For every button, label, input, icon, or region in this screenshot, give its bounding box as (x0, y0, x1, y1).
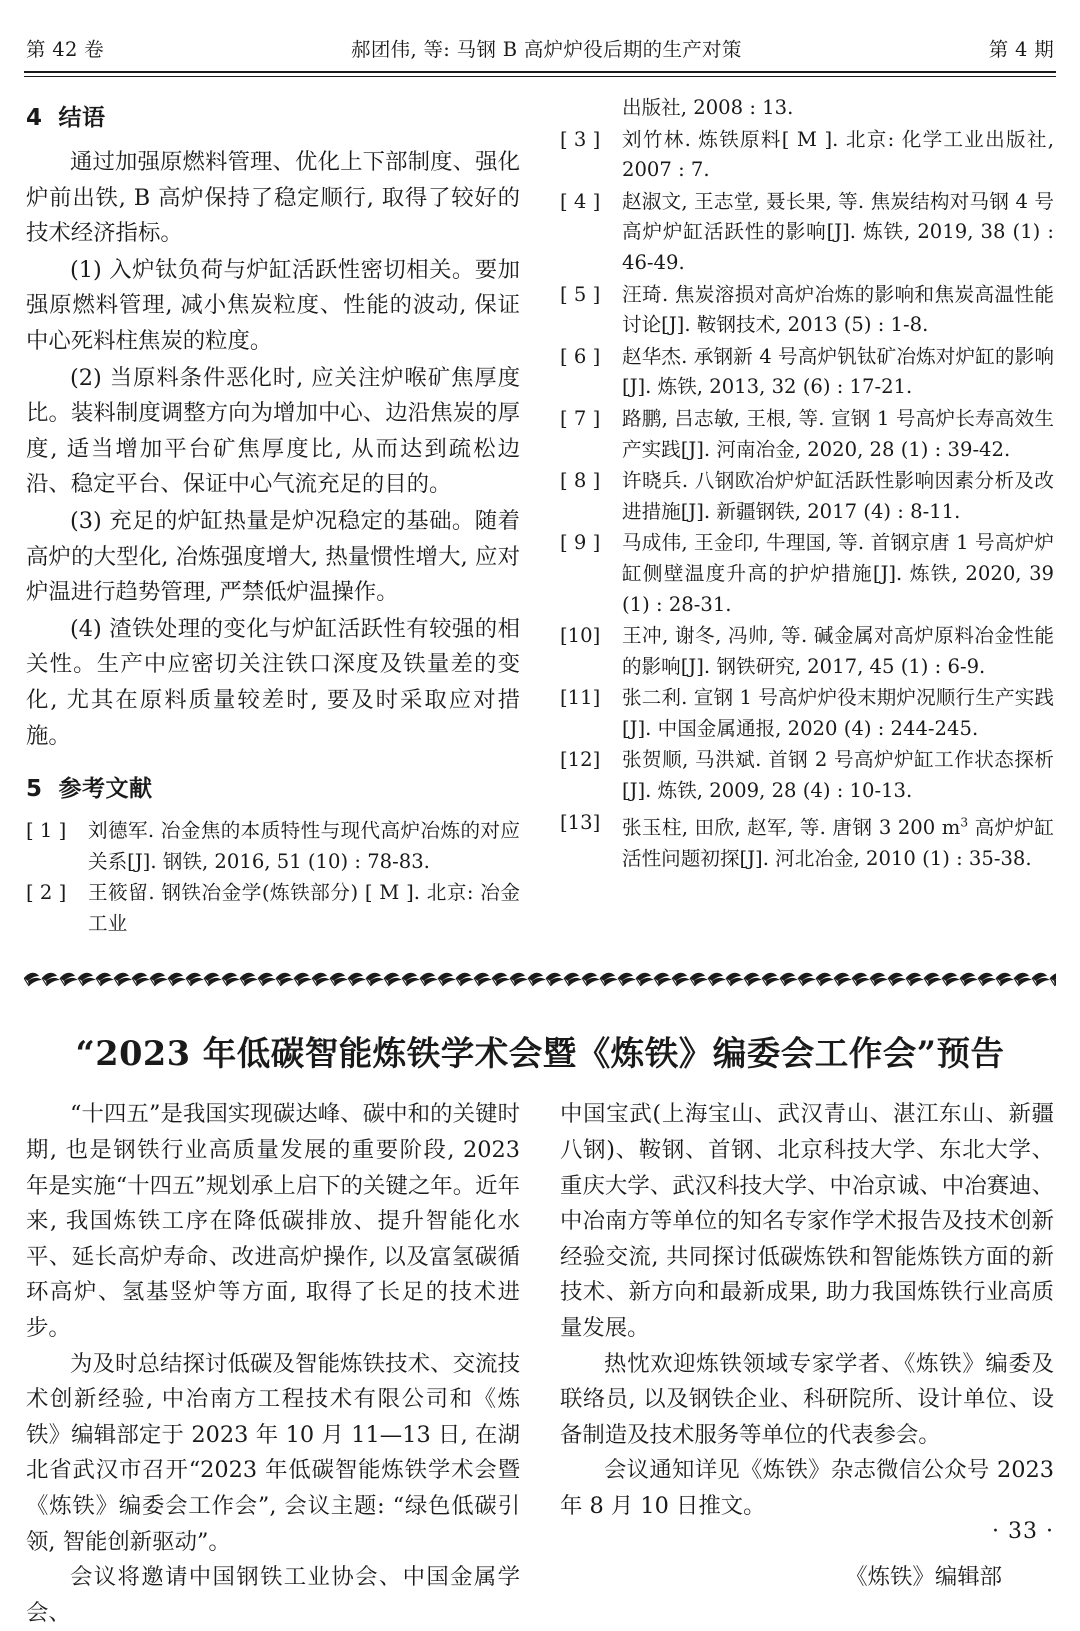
announcement-column-left (26, 1097, 520, 1631)
conclusion-heading-number: 4 (26, 105, 43, 131)
reference-text: 路鹏, 吕志敏, 王根, 等. 宣钢 1 号高炉长寿高效生产实践[J]. 河南冶金, 2020, 28 (1) : 39-42. (622, 406, 1054, 461)
reference-text: 出版社, 2008 : 13. (622, 96, 794, 119)
announcement-paragraph: 会议将邀请中国钢铁工业协会、中国金属学会、 (26, 1564, 520, 1626)
article-column-right (560, 93, 1054, 940)
conclusion-heading-title: 结语 (58, 105, 106, 131)
reference-item-continuation (560, 93, 1054, 124)
reference-text: 王冲, 谢冬, 冯帅, 等. 碱金属对高炉原料冶金性能的影响[J]. 钢铁研究, 2017, 45 (1) : 6-9. (622, 624, 1054, 678)
ornamental-divider-icon (24, 966, 1056, 992)
reference-tag: [ 4 ] (560, 189, 601, 213)
announcement-paragraph: 热忱欢迎炼铁领域专家学者、《炼铁》编委及联络员, 以及钢铁企业、科研院所、设计单位、设备制造及技术服务等单位的代表参会。 (560, 1350, 1054, 1448)
announcement-paragraph: 为及时总结探讨低碳及智能炼铁技术、交流技术创新经验, 中冶南方工程技术有限公司和《炼铁》编辑部定于 2023 年 10 月 11—13 日, 在湖北省武汉市召开“2023 年低碳智能炼铁学术会暨《炼铁》编委会工作会”, 会议主题: “绿色低碳引领, 智能创新驱动”。 (26, 1350, 520, 1555)
reference-text: 张贺顺, 马洪斌. 首钢 2 号高炉炉缸工作状态探析[J]. 炼铁, 2009, 28 (4) : 10-13. (622, 748, 1054, 803)
announcement-title: “2023 年低碳智能炼铁学术会暨《炼铁》编委会工作会”预告 (75, 1034, 1005, 1074)
reference-item (560, 125, 1054, 186)
reference-tag: [ 2 ] (26, 881, 67, 905)
reference-text: 王筱留. 钢铁冶金学(炼铁部分) [ M ]. 北京: 冶金工业 (88, 881, 520, 935)
reference-list-right (560, 93, 1054, 874)
reference-text: 赵淑文, 王志堂, 聂长果, 等. 焦炭结构对马钢 4 号高炉炉缸活跃性的影响[J]. 炼铁, 2019, 38 (1) : 46-49. (622, 189, 1054, 274)
reference-item (560, 280, 1054, 341)
reference-tag: [13] (560, 810, 601, 834)
conclusion-paragraph: 通过加强原燃料管理、优化上下部制度、强化炉前出铁, B 高炉保持了稳定顺行, 取得了较好的技术经济指标。 (26, 149, 520, 247)
reference-text: 张玉柱, 田欣, 赵军, 等. 唐钢 3 200 $m^3$ 高炉炉缸活性问题初探[J]. 河北冶金, 2010 (1) : 35-38. (622, 815, 1054, 870)
references-heading-title: 参考文献 (58, 776, 153, 803)
reference-tag: [ 6 ] (560, 344, 601, 368)
running-head-volume: 第 42 卷 (26, 38, 105, 61)
reference-tag: [11] (560, 686, 601, 710)
reference-tag: [ 7 ] (560, 406, 601, 430)
reference-item (560, 745, 1054, 806)
running-head-title: 郝团伟, 等: 马钢 B 高炉炉役后期的生产对策 (351, 38, 742, 61)
announcement-columns (22, 1097, 1058, 1631)
reference-tag: [10] (560, 624, 601, 648)
reference-text: 许晓兵. 八钢欧冶炉炉缸活跃性影响因素分析及改进措施[J]. 新疆钢铁, 2017 (4) : 8-11. (622, 469, 1054, 523)
announcement-signature-text: 《炼铁》编辑部 (845, 1563, 1002, 1590)
reference-item (560, 621, 1054, 682)
reference-item (560, 528, 1054, 620)
reference-list-left (26, 816, 520, 939)
announcement-paragraph: “十四五”是我国实现碳达峰、碳中和的关键时期, 也是钢铁行业高质量发展的重要阶段, 2023 年是实施“十四五”规划承上启下的关键之年。近年来, 我国炼铁工序在降低碳排放、提升智能化水平、延长高炉寿命、改进高炉操作, 以及富氢碳循环高炉、氢基竖炉等方面, 取得了长足的技术进步。 (26, 1101, 520, 1342)
header-double-rule (24, 71, 1056, 77)
reference-item (560, 466, 1054, 527)
reference-tag: [ 1 ] (26, 819, 67, 843)
article-columns (22, 93, 1058, 940)
reference-item (26, 878, 520, 939)
reference-tag: [ 3 ] (560, 127, 601, 151)
reference-text: 刘竹林. 炼铁原料[ M ]. 北京: 化学工业出版社, 2007 : 7. (622, 127, 1054, 182)
reference-item (560, 808, 1054, 875)
article-column-left (26, 93, 520, 940)
references-heading-number: 5 (26, 776, 43, 803)
reference-text: 汪琦. 焦炭溶损对高炉冶炼的影响和焦炭高温性能讨论[J]. 鞍钢技术, 2013 (5) : 1-8. (622, 282, 1054, 337)
announcement-signature (560, 1559, 1054, 1591)
page-number: · 33 · (992, 1519, 1054, 1544)
reference-text: 张二利. 宣钢 1 号高炉炉役末期炉况顺行生产实践[J]. 中国金属通报, 2020 (4) : 244-245. (622, 686, 1054, 740)
reference-item (26, 816, 520, 877)
running-head (22, 0, 1058, 62)
announcement-paragraph: 会议通知详见《炼铁》杂志微信公众号 2023 年 8 月 10 日推文。 (560, 1457, 1054, 1519)
conclusion-paragraph: (3) 充足的炉缸热量是炉况稳定的基础。随着高炉的大型化, 冶炼强度增大, 热量惯性增大, 应对炉温进行趋势管理, 严禁低炉温操作。 (26, 507, 520, 606)
reference-item (560, 187, 1054, 279)
announcement-column-right (560, 1097, 1054, 1631)
conclusion-heading (26, 99, 520, 132)
reference-text: 马成伟, 王金印, 牛理国, 等. 首钢京唐 1 号高炉炉缸侧壁温度升高的护炉措施[J]. 炼铁, 2020, 39 (1) : 28-31. (622, 531, 1054, 616)
conclusion-paragraph: (4) 渣铁处理的变化与炉缸活跃性有较强的相关性。生产中应密切关注铁口深度及铁量差的变化, 尤其在原料质量较差时, 要及时采取应对措施。 (26, 615, 520, 749)
reference-tag: [ 8 ] (560, 469, 601, 493)
announcement-paragraph: 中国宝武(上海宝山、武汉青山、湛江东山、新疆八钢)、鞍钢、首钢、北京科技大学、东北大学、重庆大学、武汉科技大学、中冶京诚、中冶赛迪、中冶南方等单位的知名专家作学术报告及技术创新经验交流, 共同探讨低碳炼铁和智能炼铁方面的新技术、新方向和最新成果, 助力我国炼铁行业高质量发展。 (560, 1101, 1054, 1342)
reference-text: 刘德军. 冶金焦的本质特性与现代高炉冶炼的对应关系[J]. 钢铁, 2016, 51 (10) : 78-83. (88, 819, 520, 873)
reference-tag: [12] (560, 748, 601, 772)
reference-item (560, 683, 1054, 744)
conclusion-paragraph: (1) 入炉钛负荷与炉缸活跃性密切相关。要加强原燃料管理, 减小焦炭粒度、性能的波动, 保证中心死料柱焦炭的粒度。 (26, 256, 520, 354)
references-heading (26, 770, 520, 803)
reference-tag: [ 5 ] (560, 282, 601, 306)
reference-item (560, 404, 1054, 465)
conclusion-paragraph: (2) 当原料条件恶化时, 应关注炉喉矿焦厚度比。装料制度调整方向为增加中心、边沿焦炭的厚度, 适当增加平台矿焦厚度比, 从而达到疏松边沿、稳定平台、保证中心气流充足的目的。 (26, 364, 520, 498)
reference-tag: [ 9 ] (560, 531, 601, 555)
running-head-issue: 第 4 期 (988, 38, 1054, 61)
reference-item (560, 342, 1054, 403)
reference-text: 赵华杰. 承钢新 4 号高炉钒钛矿冶炼对炉缸的影响[J]. 炼铁, 2013, 32 (6) : 17-21. (622, 344, 1054, 399)
